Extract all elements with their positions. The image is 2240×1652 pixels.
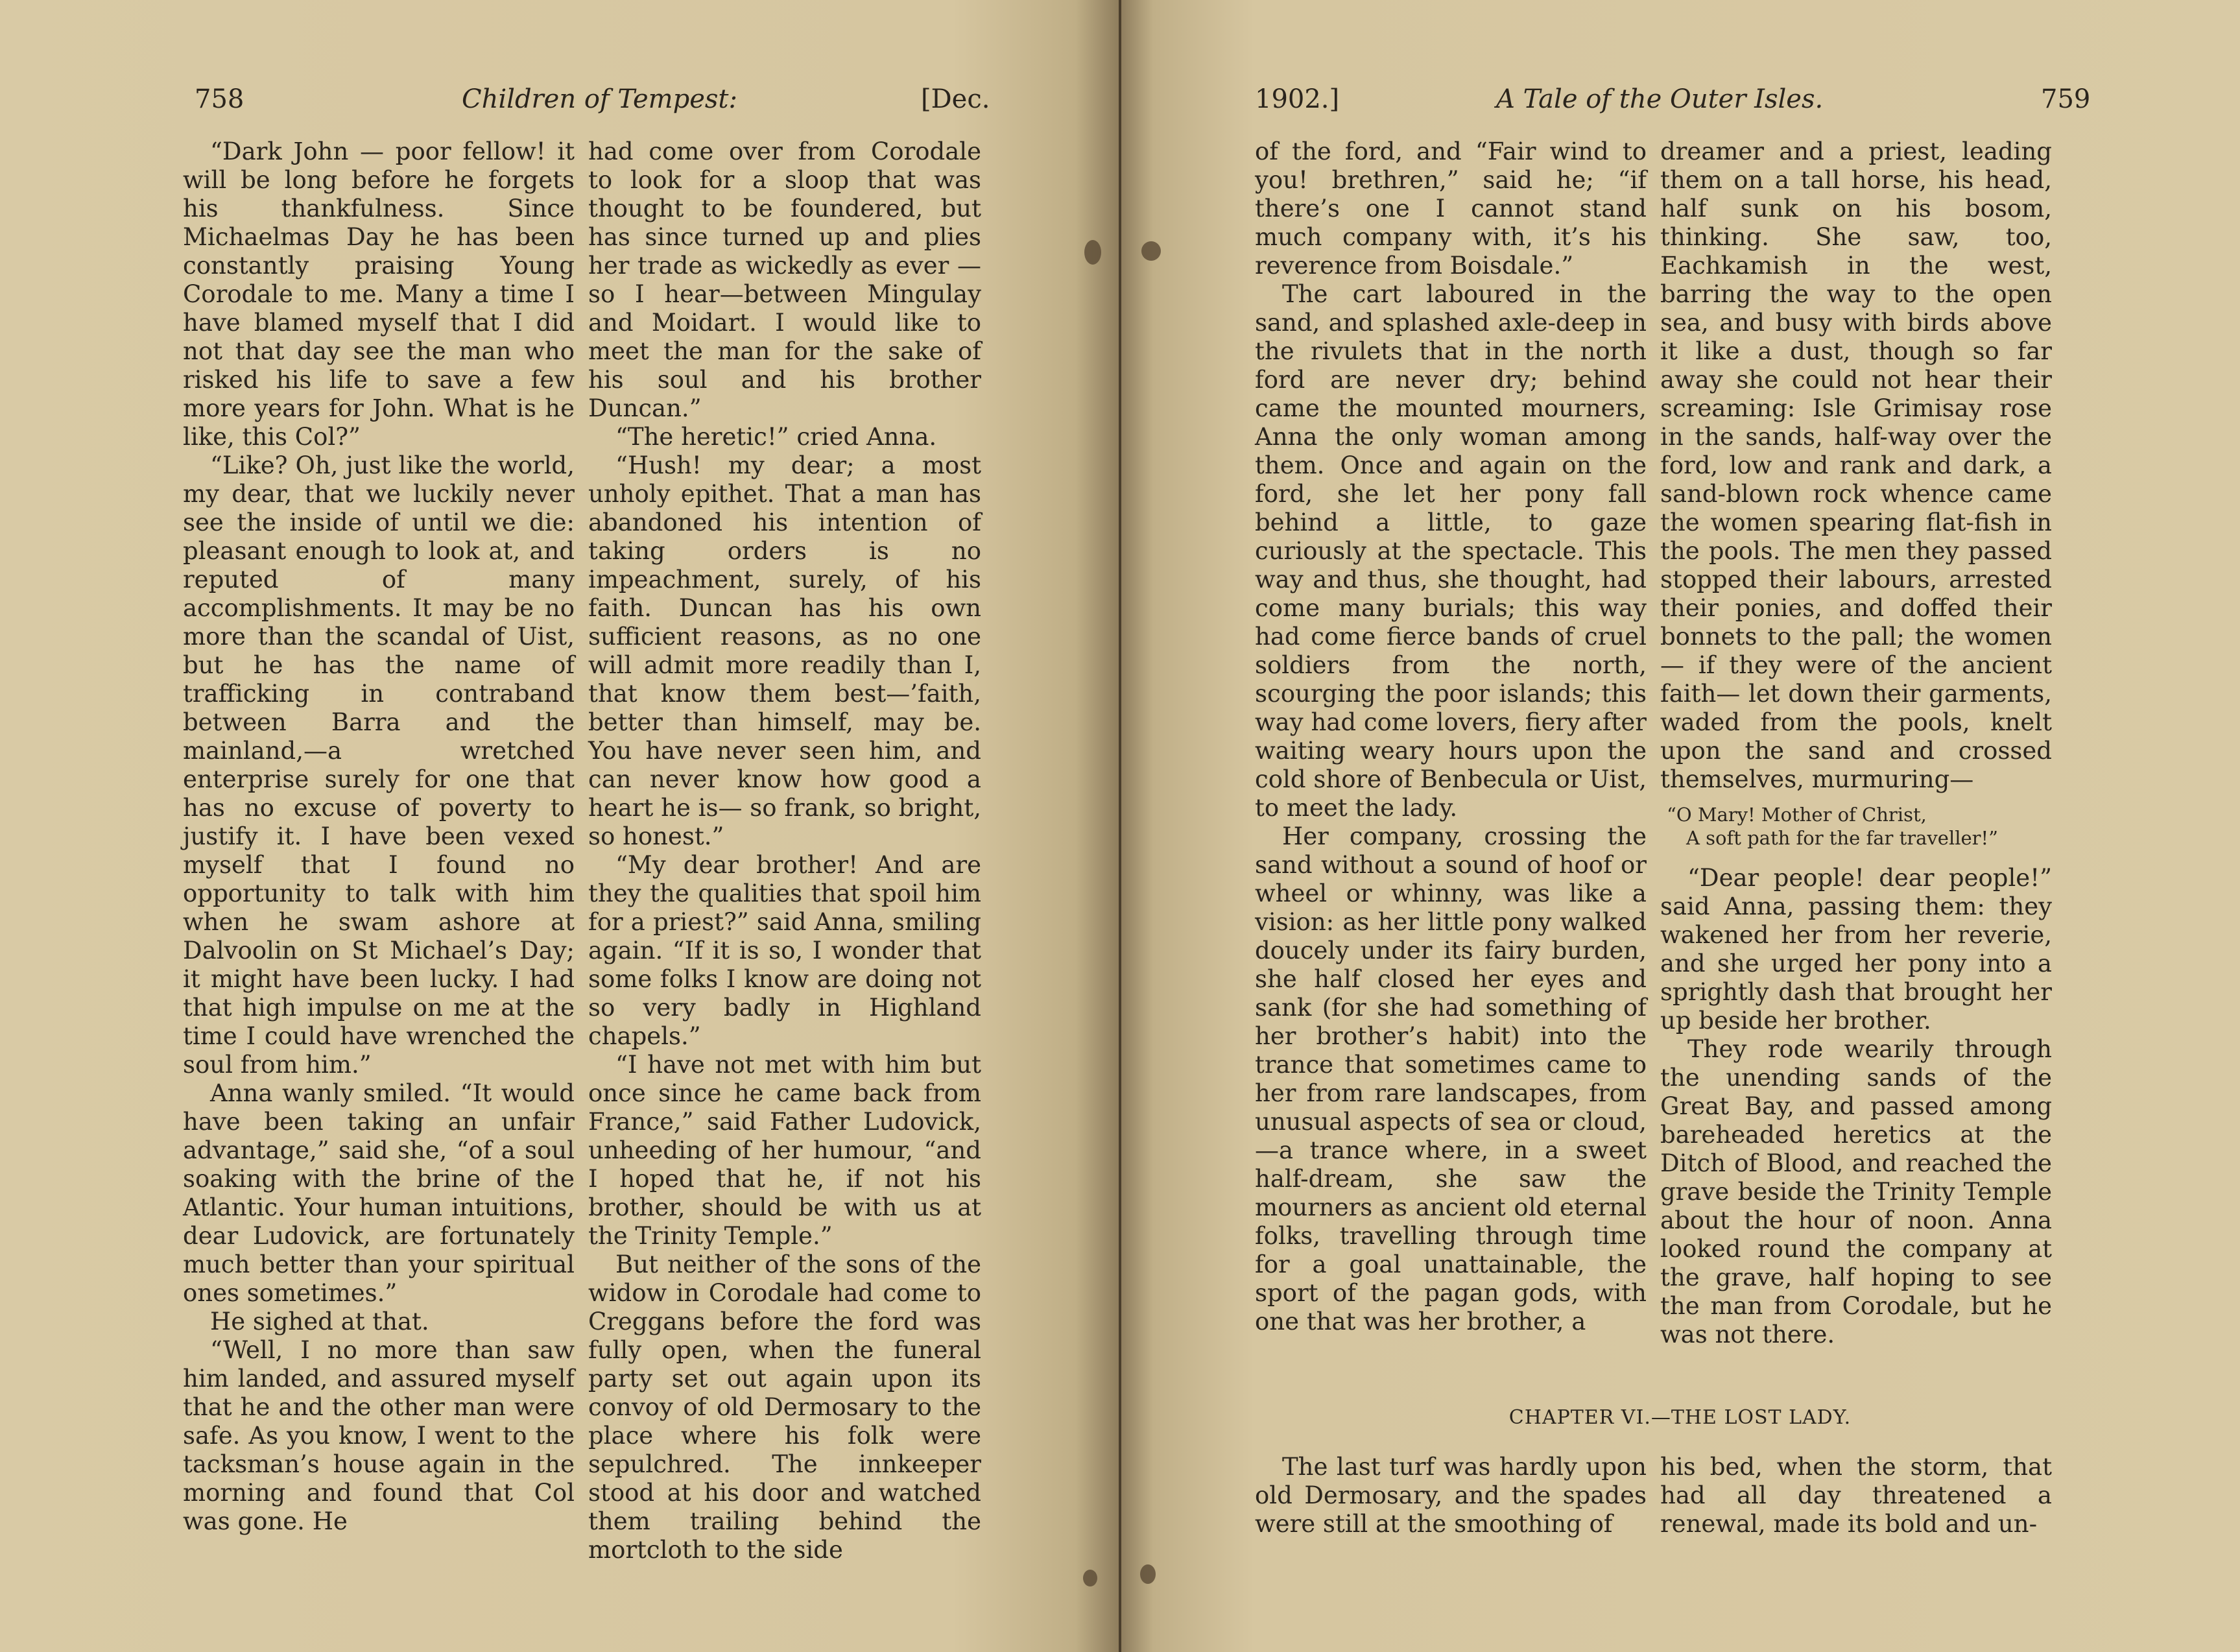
paragraph: “My dear brother! And are they the qualities that spoil him for a priest?” said Anna, smiling again. “If it is so, I wonder that some folks I know are doing not so very badly in Highland chapels.” (588, 851, 981, 1050)
paragraph: “Dark John — poor fellow! it will be long before he forgets his thankfulness. Since Michaelmas Day he has been constantly praising Young Corodale to me. Many a time I have blamed myself that I did not that day see the man who risked his life to save a few more years for John. What is he like, this Col?” (183, 138, 575, 451)
right-column-2 (1660, 138, 2052, 1349)
right-page (1120, 0, 2240, 1652)
left-column-1 (183, 138, 575, 1536)
paragraph: But neither of the sons of the widow in Corodale had come to Creggans before the ford was fully open, when the funeral party set out again upon its convoy of old Dermosary to the place where his folk were sepulchred. The innkeeper stood at his door and watched them trailing behind the mortcloth to the side (588, 1251, 981, 1564)
paragraph: “Like? Oh, just like the world, my dear, that we luckily never see the inside of until we die: pleasant enough to look at, and reputed of many accomplishments. It may be no more than the scandal of Uist, but he has the name of trafficking in contraband between Barra and the mainland,—a wretched enterprise surely for one that has no excuse of poverty to justify it. I have been vexed myself that I found no opportunity to talk with him when he swam ashore at Dalvoolin on St Michael’s Day; it might have been lucky. I had that high impulse on me at the time I could have wrenched the soul from him.” (183, 451, 575, 1079)
left-running-title: Children of Tempest: (462, 84, 737, 114)
paragraph: They rode wearily through the unending sands of the Great Bay, and passed among bareheaded heretics at the Ditch of Blood, and reached the grave beside the Trinity Temple about the hour of noon. Anna looked round the company at the grave, half hoping to see the man from Corodale, but he was not there. (1660, 1035, 2052, 1348)
paragraph: Her company, crossing the sand without a sound of hoof or wheel or whinny, was like a vision: as her little pony walked doucely under its fairy burden, she half closed her eyes and sank (for she had something of her brother’s habit) into the trance that sometimes came to her from rare landscapes, from unusual aspects of sea or cloud, —a trance where, in a sweet half-dream, she saw the mourners as ancient old eternal folks, travelling through time for a goal unattainable, the sport of the pagan gods, with one that was her brother, a (1255, 822, 1647, 1335)
paragraph: dreamer and a priest, leading them on a tall horse, his head, half sunk on his bosom, thinking. She saw, too, Eachkamish in the west, barring the way to the open sea, and busy with birds above it like a dust, though so far away she could not hear their screaming: Isle Grimisay rose in the sands, half-way over the ford, low and rank and dark, a sand-blown rock whence came the women spearing flat-fish in the pools. The men they passed stopped their labours, arrested their ponies, and doffed their bonnets to the pall; the women — if they were of the ancient faith— let down their garments, waded from the pools, knelt upon the sand and crossed themselves, murmuring— (1660, 138, 2052, 793)
binding-hole-mark (1140, 1564, 1156, 1584)
paragraph: Anna wanly smiled. “It would have been taking an unfair advantage,” said she, “of a soul soaking with the brine of the Atlantic. Your human intuitions, dear Ludovick, are fortunately much better than your spiritual ones sometimes.” (183, 1079, 575, 1307)
left-running-header (0, 84, 1120, 130)
right-running-header (1120, 84, 2240, 130)
verse-quote (1667, 803, 2052, 850)
paragraph: his bed, when the storm, that had all day threatened a renewal, made its bold and un- (1660, 1453, 2052, 1538)
binding-hole-mark (1084, 240, 1101, 265)
paragraph: of the ford, and “Fair wind to you! brethren,” said he; “if there’s one I cannot stand much company with, it’s his reverence from Boisdale.” (1255, 138, 1647, 280)
verse-line: A soft path for the far traveller!” (1686, 827, 1999, 849)
right-column-1 (1255, 138, 1647, 1336)
chapter-heading: CHAPTER VI.—THE LOST LADY. (1508, 1406, 1852, 1429)
paragraph: He sighed at that. (210, 1308, 429, 1335)
paragraph: The last turf was hardly upon old Dermosary, and the spades were still at the smoothing of (1255, 1453, 1647, 1538)
paragraph: “The heretic!” cried Anna. (615, 423, 937, 451)
left-column-2 (588, 138, 981, 1564)
paragraph: had come over from Corodale to look for a sloop that was thought to be foundered, but has since turned up and plies her trade as wickedly as ever —so I hear—between Mingulay and Moidart. I would like to meet the man for the sake of his soul and his brother Duncan.” (588, 138, 981, 422)
right-page-number: 759 (2041, 84, 2091, 114)
left-page-number: 758 (195, 84, 244, 114)
paragraph: “I have not met with him but once since he came back from France,” said Father Ludovick, unheeding of her humour, “and I hoped that he, if not his brother, should be with us at the Trinity Temple.” (588, 1051, 981, 1250)
binding-hole-mark (1141, 241, 1161, 261)
paragraph: “Dear people! dear people!” said Anna, passing them: they wakened her from her reverie, and she urged her pony into a sprightly dash that brought her up beside her brother. (1660, 864, 2052, 1035)
chapter-column-1 (1255, 1453, 1647, 1538)
left-running-date: [Dec. (921, 84, 990, 114)
book-gutter (1119, 0, 1121, 1652)
right-running-title: A Tale of the Outer Isles. (1496, 84, 1824, 114)
binding-hole-mark (1083, 1570, 1097, 1586)
paragraph: “Well, I no more than saw him landed, and assured myself that he and the other man were safe. As you know, I went to the tacksman’s house again in the morning and found that Col was gone. He (183, 1336, 575, 1535)
paragraph: The cart laboured in the sand, and splashed axle-deep in the rivulets that in the north ford are never dry; behind came the mounted mourners, Anna the only woman among them. Once and again on the ford, she let her pony fall behind a little, to gaze curiously at the spectacle. This way and thus, she thought, had come many burials; this way had come fierce bands of cruel soldiers from the north, scourging the poor islands; this way had come lovers, fiery after waiting weary hours upon the cold shore of Benbecula or Uist, to meet the lady. (1255, 280, 1647, 822)
paragraph: “Hush! my dear; a most unholy epithet. That a man has abandoned his intention of taking orders is no impeachment, surely, of his faith. Duncan has his own sufficient reasons, as no one will admit more readily than I, that know them best—’faith, better than himself, may be. You have never seen him, and can never know how good a heart he is— so frank, so bright, so honest.” (588, 451, 981, 850)
chapter-column-2 (1660, 1453, 2052, 1538)
verse-line: “O Mary! Mother of Christ, (1667, 804, 1927, 826)
right-running-date: 1902.] (1255, 84, 1340, 114)
